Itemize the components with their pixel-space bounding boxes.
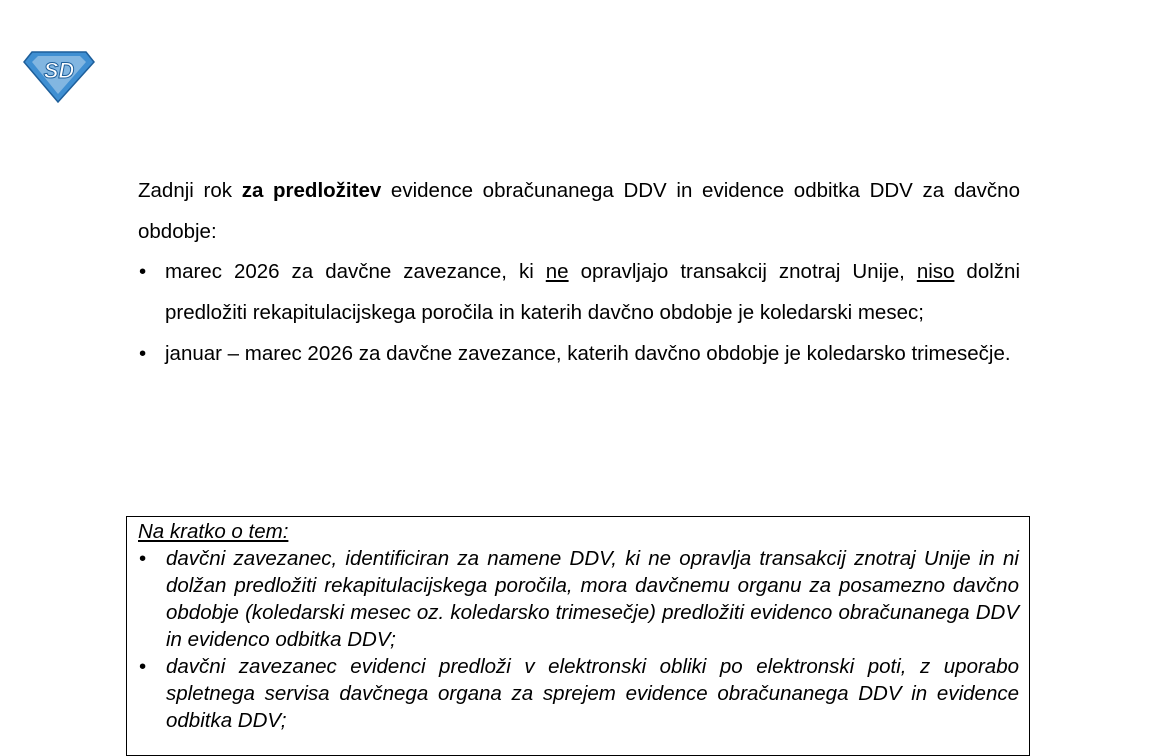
intro-paragraph: Zadnji rok za predložitev evidence obračunanega DDV in evidence odbitka DDV za davčno obdobje: [138,179,1020,243]
summary-title: Na kratko o tem: [138,520,289,543]
bullet-icon: • [139,341,147,365]
deadline-list [138,252,1020,374]
list-item: • marec 2026 za davčne zavezance, ki ne opravljajo transakcij znotraj Unije, niso dolžni predložiti rekapitulacijskega poročila in katerih davčno obdobje je koledarski mesec; [138,252,1020,333]
company-logo-icon [22,48,96,104]
bullet-icon: • [139,260,147,284]
list-item: • januar – marec 2026 za davčne zavezance, katerih davčno obdobje je koledarsko trimesečje. [138,334,1020,375]
summary-list [138,545,1019,734]
bullet-icon: • [139,655,147,678]
document-body [138,171,1020,375]
bullet-icon: • [139,547,147,570]
list-item: • davčni zavezanec, identificiran za namene DDV, ki ne opravlja transakcij znotraj Unije in ni dolžan predložiti rekapitulacijskega poročila, mora davčnemu organu za posamezno davčno obdobje (koledarski mesec oz. koledarsko trimesečje) predložiti evidenco obračunanega DDV in evidenco odbitka DDV; [139,547,1019,651]
summary-box [126,516,1030,756]
list-item: • davčni zavezanec evidenci predloži v elektronski obliki po elektronski poti, z uporabo spletnega servisa davčnega organa za sprejem evidence obračunanega DDV in evidence odbitka DDV; [139,655,1019,732]
svg-text:SD: SD [43,58,75,83]
